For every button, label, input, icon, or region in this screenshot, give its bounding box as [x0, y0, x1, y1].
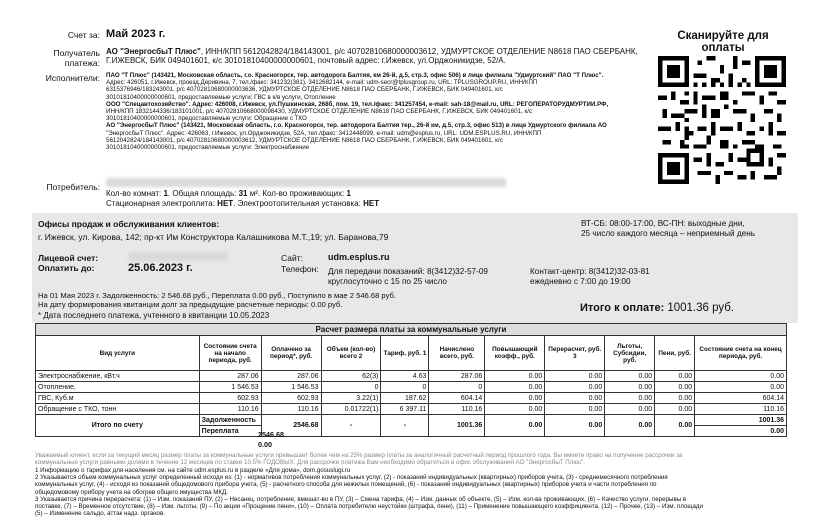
cell: 0 — [381, 382, 429, 393]
col-header: Повышающий коэфф., руб. — [485, 336, 545, 371]
col-header: Перерасчет, руб. 3 — [545, 336, 605, 371]
cell: 110.16 — [695, 404, 787, 415]
offices-title: Офисы продаж и обслуживания клиентов: — [38, 219, 220, 229]
period-value: Май 2023 г. — [106, 28, 166, 40]
balance-line-2: На дату формирования квитанции долг за предыдущие расчетные периоды: 0.00 руб. — [38, 300, 343, 309]
consumer-equipment — [106, 199, 379, 208]
cell: 110.16 — [261, 404, 321, 415]
area-unit: м² — [249, 189, 258, 198]
cell: ГВС, Куб.м — [36, 393, 200, 404]
total-paid: 2546.68 — [261, 415, 321, 437]
footnote: 3 Указывается причина перерасчета: (1) – Изм. показаний ПУ, (2) – Несанкц. потребление, вмешат-во в ПУ, (3) – Смена тарифа, (4) – Изм. данных об объекте, (5) – Изм. кол-ва проживающих, (6) – Качество услуги, перерывы в — [35, 495, 687, 503]
table-row — [36, 382, 787, 393]
rooms-value: 1 — [163, 189, 168, 198]
cell: 0.00 — [485, 393, 545, 404]
footnote: поставке, (7) – Временное отсутствие, (8) – Изм. льготы, (9) – По акции «Прощение пени», (10) – Оплата потребителю неустойки (штрафа, пени), (11) – Применение повышающего коэффициента, (12) – Прочее, (13) – Изм. площади — [35, 503, 703, 511]
cell: 0.00 — [605, 371, 655, 382]
total-volume: - — [321, 415, 381, 437]
recipient-details: , ИНН/КПП 5612042824/184143001, р/с 40702810680000003612, УДМУРТСКОЕ ОТДЕЛЕНИЕ N8618 ПАО СБЕРБАНК, — [200, 47, 638, 56]
calculation-table — [35, 323, 787, 437]
cell: 602.93 — [199, 393, 261, 404]
executor-line: ПАО "Т Плюс" (143421, Московская область, г.о. Красногорск, тер. автодорога Балтия, км 26-й, д.5, стр.3, офис 506) в лице филиала "Удмуртский" ПАО "Т Плюс". — [106, 72, 604, 79]
cell: 0.00 — [695, 371, 787, 382]
footnote: коммунальных услуг, (4) - исходя из показаний общедомового прибора учета, (5) - расчетного способа для нежилых помещений, (6) - показаний индивидуальных (квартирных) приборов учета и части потребления по — [35, 481, 657, 489]
recipient-block — [106, 47, 661, 66]
executor-line: АО "ЭнергосбыТ Плюс" (143421, Московская область, г.о. Красногорск, тер. автодорога Балтия тер., 26-й км, д.5, стр.3, офис 513) в лице Удмуртского филиала АО — [106, 122, 607, 130]
cell: 0.00 — [545, 382, 605, 393]
total-label: Итого к оплате: — [580, 302, 665, 314]
footnote: 1 Информацию о тарифах для населения см. на сайте udm.esplus.ru в разделе «Для дома», dom.gosuslugi.ru — [35, 467, 351, 474]
cell: 187.62 — [381, 393, 429, 404]
period-label: Счет за: — [67, 30, 100, 40]
notice-line: коммунальные услуги равными долями в течение 12 месяцев по ставке 10.5% ГОДОВЫХ. Для рассрочки платежа Вам необходимо обратиться в офис обслуживания АО "ЭнергосбыТ Плюс". — [35, 459, 585, 467]
footnote: общедомовому прибору учета на обогрев общего имущества МКД. — [35, 488, 228, 496]
cell: 0.00 — [605, 393, 655, 404]
executor-line: 30101810400000000601, предоставляемые услуги: ГВС в к/в услуги, Отопление — [106, 93, 336, 101]
total-end-debt: 1001.36 — [695, 415, 787, 426]
consumer-name-redacted — [106, 178, 506, 187]
cell: 0.00 — [545, 371, 605, 382]
table-row — [36, 393, 787, 404]
account-label: Лицевой счет: — [38, 253, 99, 263]
qr-code — [658, 56, 786, 184]
overpay-label: Переплата — [199, 426, 261, 437]
phone-label: Телефон: — [281, 264, 319, 274]
residents-label: . Кол-во проживающих: — [257, 189, 345, 198]
total-raise: 0.00 — [485, 415, 545, 437]
footnote: (5) – Изменение сальдо, аттак надз. органов. — [35, 510, 165, 518]
recipient-details-2: Г.ИЖЕВСК, БИК 049401601, к/с 30101810400000000601, почтовый адрес: г.Ижевск, ул.Орджоникидзе, 52/А. — [106, 56, 506, 66]
total-fine: 0.00 — [655, 415, 695, 437]
cell: 0 — [429, 382, 485, 393]
account-number-redacted — [128, 252, 228, 261]
cell: 6 397.11 — [381, 404, 429, 415]
col-header: Начислено всего, руб. — [429, 336, 485, 371]
stove-label: Стационарная электроплита: — [106, 199, 215, 208]
col-header: Объем (кол-во) всего 2 — [321, 336, 381, 371]
table-header-row — [36, 336, 787, 371]
cell: 110.16 — [429, 404, 485, 415]
recipient-name: АО "ЭнергосбыТ Плюс" — [106, 47, 201, 56]
total-benefit: 0.00 — [605, 415, 655, 437]
recipient-label: Получатель платежа: — [53, 48, 100, 68]
balance-line-1: На 01 Мая 2023 г. Задолженность: 2 546.68 руб., Переплата 0.00 руб., Поступило в мае 2 546.68 руб. — [38, 291, 396, 300]
total-tariff: - — [381, 415, 429, 437]
qr-caption: Сканируйте для оплаты — [677, 30, 769, 54]
executors-label: Исполнители: — [45, 73, 100, 83]
table-row — [36, 404, 787, 415]
executor-line: ООО "Спецавтохозяйство". Адрес: 426008, г.Ижевск, ул.Пушкинская, 268б, пом. 19, тел./факс: 341257454, e-mail: sah-18@mail.ru, URL: РЕГОПЕРАТОРУДМУРТИИ.РФ, — [106, 100, 609, 108]
readings-hours: круглосуточно с 15 по 25 число — [328, 277, 447, 286]
executor-line: 6315376946/183243001, р/с 40702810680000003636, УДМУРТСКОЕ ОТДЕЛЕНИЕ N8618 ПАО СБЕРБАНК, Г.ИЖЕВСК, БИК 049401601, к/с — [106, 86, 503, 94]
consumer-stats — [106, 189, 351, 198]
executor-line: Адрес: 426051, г.Ижевск, проезд.Деривина, 7, тел./факс: 341232(381), 3412682144, e-mail: udm-secr@tplusgroup.ru, URL: TPLUSGROUP.RU, ИНН/КПП — [106, 79, 538, 87]
executor-line: 30101810400000000601, предоставляемые услуги: Электроснабжение — [106, 144, 310, 152]
office-hours-line: ВТ-СБ: 08:00-17:00, ВС-ПН: выходные дни, — [581, 219, 745, 228]
cell: 0.00 — [545, 393, 605, 404]
total-end-overpay: 0.00 — [695, 426, 787, 437]
site-link[interactable]: udm.esplus.ru — [328, 252, 390, 262]
readings-contact — [328, 267, 488, 287]
cell: 0.00 — [485, 404, 545, 415]
cell: 604.14 — [695, 393, 787, 404]
cell: 110.16 — [199, 404, 261, 415]
cell: 0.00 — [605, 404, 655, 415]
cell: 0.00 — [485, 382, 545, 393]
cell: 287.06 — [261, 371, 321, 382]
total-row-label: Итого по счету — [36, 415, 200, 437]
area-label: . Общая площадь: — [167, 189, 237, 198]
cell: 3.22(1) — [321, 393, 381, 404]
col-header: Пени, руб. — [655, 336, 695, 371]
contact-center — [530, 267, 650, 287]
cell: Обращение с ТКО, тонн — [36, 404, 200, 415]
contact-phone: Контакт-центр: 8(3412)32-03-81 — [530, 267, 650, 276]
total-charged: 1001.36 — [429, 415, 485, 437]
col-header: Состояние счета на конец периода, руб. — [695, 336, 787, 371]
debt-label: Задолженность — [199, 415, 261, 426]
pay-by-label: Оплатить до: — [38, 263, 95, 273]
cell: 1 546.53 — [199, 382, 261, 393]
office-hours — [581, 219, 755, 239]
cell: 287.06 — [429, 371, 485, 382]
pay-by-value: 25.06.2023 г. — [128, 262, 193, 274]
cell: Отопление, — [36, 382, 200, 393]
cell: 287.06 — [199, 371, 261, 382]
offices-address: г. Ижевск, ул. Кирова, 142; пр-кт Им Конструктора Калашникова М.Т.,19; ул. Баранова,79 — [38, 232, 389, 242]
col-header: Оплачено за период*, руб. — [261, 336, 321, 371]
cell: Электроснабжение, кВт.ч — [36, 371, 200, 382]
residents-value: 1 — [346, 189, 351, 198]
cell: 1 546.53 — [261, 382, 321, 393]
col-header: Тариф, руб. 1 — [381, 336, 429, 371]
cell: 604.14 — [429, 393, 485, 404]
stove-value: НЕТ — [217, 199, 234, 208]
cell: 0.00 — [655, 393, 695, 404]
cell: 0.00 — [655, 382, 695, 393]
notice-line: Уважаемый клиент, если за текущий месяц размер платы за коммунальные услуги превышает более чем на 25% размер платы за аналогичный расчетный период прошлого года, Вы имеете право на получение рассрочки за — [35, 452, 683, 459]
start-debt-value: 2546.68 — [258, 430, 284, 439]
total-recalc: 0.00 — [545, 415, 605, 437]
heating-label: . Электроотопительная установка: — [233, 199, 361, 208]
contact-hours: ежедневно с 7:00 до 19:00 — [530, 277, 631, 286]
balance-line-3: * Дата последнего платежа, учтенного в квитанции 10.05.2023 — [38, 311, 270, 320]
cell: 0.00 — [655, 404, 695, 415]
table-title: Расчет размера платы за коммунальные услуги — [36, 324, 787, 336]
cell: 0 — [321, 382, 381, 393]
cell: 0.00 — [655, 371, 695, 382]
area-value: 31 — [238, 189, 248, 198]
col-header: Состояние счета на начало периода, руб. — [199, 336, 261, 371]
cell: 4.63 — [381, 371, 429, 382]
consumer-label: Потребитель: — [46, 182, 100, 192]
table-row — [36, 371, 787, 382]
heating-value: НЕТ — [363, 199, 380, 208]
footnotes — [35, 467, 805, 517]
col-header: Вид услуги — [36, 336, 200, 371]
cell: 0.01722(1) — [321, 404, 381, 415]
cell: 62(3) — [321, 371, 381, 382]
readings-phone: Для передачи показаний: 8(3412)32-57-09 — [328, 267, 488, 276]
rooms-label: Кол-во комнат: — [106, 189, 162, 198]
office-hours-line: 25 число каждого месяца – неприемный день — [581, 229, 756, 238]
installment-notice — [35, 452, 795, 466]
executors-block — [106, 72, 661, 151]
executor-line: 5612042824/184143001, р/с 40702810680000003612, УДМУРТСКОЕ ОТДЕЛЕНИЕ N8618 ПАО СБЕРБАНК, Г.ИЖЕВСК, БИК 049401601, к/с — [106, 136, 503, 144]
site-label: Сайт: — [281, 253, 303, 263]
cell: 0.00 — [545, 404, 605, 415]
cell: 0.00 — [695, 382, 787, 393]
total-to-pay — [580, 302, 734, 314]
executor-line: "ЭнергосбыТ Плюс". Адрес: 426063, г.Ижевск, ул.Орджоникидзе, 52А, тел./факс: 3412448099, e-mail: udm@esplus.ru, URL: UDM.ESPLUS.RU, ИНН/КПП — [106, 129, 542, 137]
total-value: 1001.36 руб. — [667, 302, 735, 314]
executor-line: ИНН/КПП 1832144336/183101001, р/с 40702810668000098430, УДМУРТСКОЕ ОТДЕЛЕНИЕ N8618 ПАО СБЕРБАНК, Г.ИЖЕВСК, БИК 049401601, к/с — [106, 108, 533, 116]
footnote: 2 Указывается объем коммунальных услуг определенный исходя из: (1) - нормативов потребления коммунальных услуг, (2) - показаний индивидуальных (квартирных) приборов учета, (3) - среднемесячного потребления — [35, 474, 668, 482]
start-overpay-value: 0.00 — [258, 440, 272, 449]
cell: 0.00 — [485, 371, 545, 382]
cell: 0.00 — [605, 382, 655, 393]
executor-line: 30101810400000000601, предоставляемые услуги: Обращение с ТКО — [106, 115, 307, 123]
table-total-row — [36, 415, 787, 426]
cell: 602.93 — [261, 393, 321, 404]
col-header: Льготы, Субсидии, руб. — [605, 336, 655, 371]
